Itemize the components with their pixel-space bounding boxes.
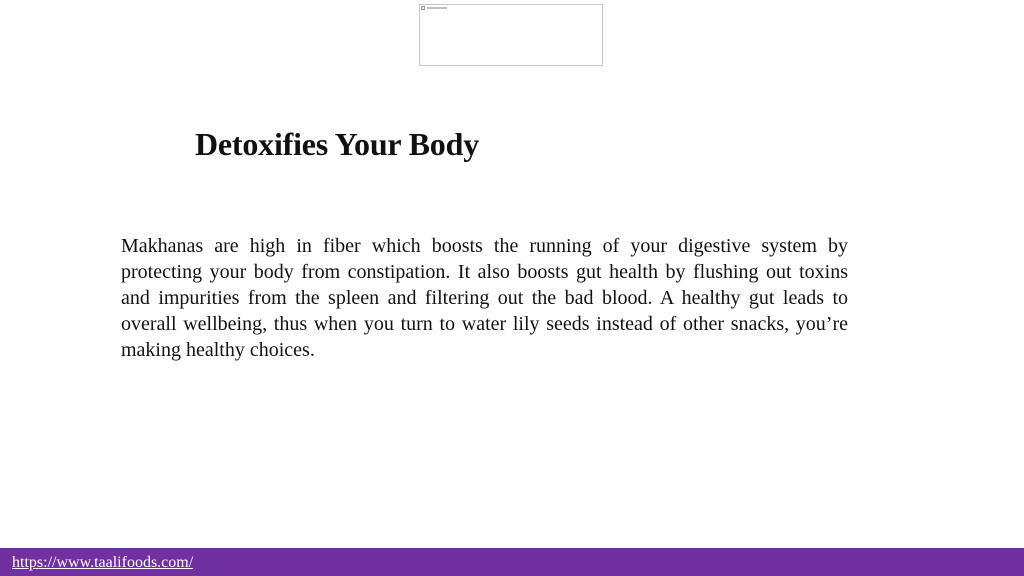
slide-body-text: Makhanas are high in fiber which boosts the running of your digestive system by protecting your body from constipation. It also boosts gut health by flushing out toxins and impurities from the spleen and filtering out the bad blood. A healthy gut leads to overall wellbeing, thus when you turn to water lily seeds instead of other snacks, you’re making healthy choices. <box>121 235 848 361</box>
image-placeholder <box>419 4 603 66</box>
slide-title: Detoxifies Your Body <box>195 126 480 162</box>
footer-bar <box>0 548 1024 576</box>
broken-image-icon <box>421 6 425 10</box>
website-link[interactable]: https://www.taalifoods.com/ <box>12 554 194 571</box>
image-alt-marker <box>427 7 447 9</box>
